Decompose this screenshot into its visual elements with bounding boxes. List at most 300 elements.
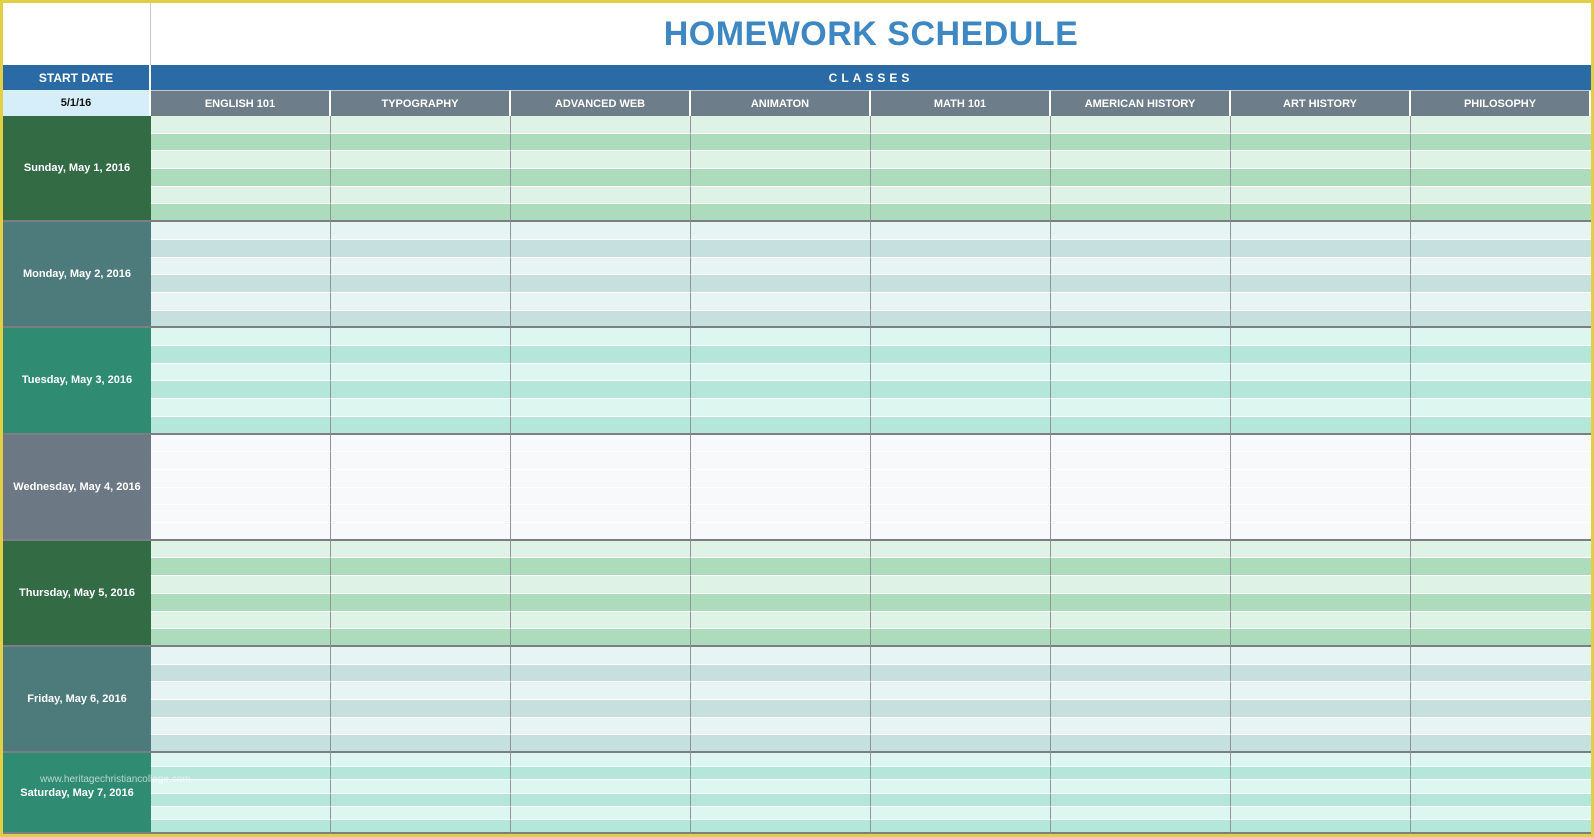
schedule-cell[interactable]	[1051, 594, 1231, 612]
schedule-cell[interactable]	[511, 594, 691, 612]
schedule-cell[interactable]	[871, 700, 1051, 718]
schedule-cell[interactable]	[1411, 794, 1591, 807]
schedule-cell[interactable]	[511, 435, 691, 453]
schedule-cell[interactable]	[511, 820, 691, 833]
schedule-cell[interactable]	[511, 505, 691, 523]
schedule-cell[interactable]	[1411, 488, 1591, 506]
schedule-cell[interactable]	[151, 151, 331, 169]
schedule-cell[interactable]	[691, 328, 871, 346]
schedule-cell[interactable]	[331, 807, 511, 820]
schedule-cell[interactable]	[1231, 629, 1411, 647]
schedule-cell[interactable]	[691, 682, 871, 700]
schedule-cell[interactable]	[871, 735, 1051, 753]
schedule-cell[interactable]	[1051, 612, 1231, 630]
schedule-cell[interactable]	[691, 718, 871, 736]
schedule-cell[interactable]	[1411, 820, 1591, 833]
schedule-cell[interactable]	[1051, 576, 1231, 594]
schedule-cell[interactable]	[1411, 399, 1591, 417]
schedule-cell[interactable]	[871, 151, 1051, 169]
schedule-cell[interactable]	[871, 169, 1051, 187]
schedule-cell[interactable]	[1051, 187, 1231, 205]
schedule-cell[interactable]	[331, 700, 511, 718]
schedule-cell[interactable]	[1411, 311, 1591, 329]
schedule-cell[interactable]	[871, 594, 1051, 612]
schedule-cell[interactable]	[1231, 222, 1411, 240]
schedule-cell[interactable]	[151, 240, 331, 258]
schedule-cell[interactable]	[331, 381, 511, 399]
schedule-cell[interactable]	[1411, 187, 1591, 205]
schedule-cell[interactable]	[331, 612, 511, 630]
schedule-cell[interactable]	[511, 187, 691, 205]
schedule-cell[interactable]	[151, 488, 331, 506]
schedule-cell[interactable]	[1051, 665, 1231, 683]
schedule-cell[interactable]	[1411, 240, 1591, 258]
schedule-cell[interactable]	[331, 665, 511, 683]
schedule-cell[interactable]	[871, 470, 1051, 488]
schedule-cell[interactable]	[331, 470, 511, 488]
schedule-cell[interactable]	[1411, 735, 1591, 753]
schedule-cell[interactable]	[1411, 753, 1591, 766]
schedule-cell[interactable]	[151, 116, 331, 134]
schedule-cell[interactable]	[871, 505, 1051, 523]
schedule-cell[interactable]	[871, 558, 1051, 576]
schedule-cell[interactable]	[151, 204, 331, 222]
schedule-cell[interactable]	[331, 576, 511, 594]
schedule-cell[interactable]	[871, 576, 1051, 594]
schedule-cell[interactable]	[151, 470, 331, 488]
schedule-cell[interactable]	[691, 364, 871, 382]
schedule-cell[interactable]	[1231, 735, 1411, 753]
schedule-cell[interactable]	[151, 258, 331, 276]
schedule-cell[interactable]	[871, 346, 1051, 364]
schedule-cell[interactable]	[871, 258, 1051, 276]
schedule-cell[interactable]	[1051, 753, 1231, 766]
schedule-cell[interactable]	[1051, 381, 1231, 399]
schedule-cell[interactable]	[511, 204, 691, 222]
schedule-cell[interactable]	[331, 275, 511, 293]
schedule-cell[interactable]	[691, 780, 871, 793]
schedule-cell[interactable]	[871, 275, 1051, 293]
schedule-cell[interactable]	[691, 134, 871, 152]
schedule-cell[interactable]	[691, 647, 871, 665]
schedule-cell[interactable]	[871, 311, 1051, 329]
schedule-cell[interactable]	[151, 505, 331, 523]
schedule-cell[interactable]	[511, 258, 691, 276]
schedule-cell[interactable]	[1051, 523, 1231, 541]
schedule-cell[interactable]	[331, 558, 511, 576]
schedule-cell[interactable]	[1231, 151, 1411, 169]
schedule-cell[interactable]	[1051, 311, 1231, 329]
schedule-cell[interactable]	[1231, 612, 1411, 630]
schedule-cell[interactable]	[691, 594, 871, 612]
schedule-cell[interactable]	[1411, 558, 1591, 576]
schedule-cell[interactable]	[1051, 488, 1231, 506]
schedule-cell[interactable]	[151, 807, 331, 820]
schedule-cell[interactable]	[151, 665, 331, 683]
schedule-cell[interactable]	[871, 240, 1051, 258]
schedule-cell[interactable]	[1231, 381, 1411, 399]
schedule-cell[interactable]	[1231, 258, 1411, 276]
schedule-cell[interactable]	[871, 417, 1051, 435]
schedule-cell[interactable]	[691, 435, 871, 453]
schedule-cell[interactable]	[331, 364, 511, 382]
schedule-cell[interactable]	[151, 718, 331, 736]
schedule-cell[interactable]	[331, 794, 511, 807]
schedule-cell[interactable]	[151, 222, 331, 240]
schedule-cell[interactable]	[1231, 470, 1411, 488]
schedule-cell[interactable]	[1411, 275, 1591, 293]
schedule-cell[interactable]	[1051, 682, 1231, 700]
schedule-cell[interactable]	[511, 417, 691, 435]
schedule-cell[interactable]	[871, 116, 1051, 134]
schedule-cell[interactable]	[511, 151, 691, 169]
schedule-cell[interactable]	[1051, 558, 1231, 576]
schedule-cell[interactable]	[871, 328, 1051, 346]
schedule-cell[interactable]	[1051, 151, 1231, 169]
schedule-cell[interactable]	[1411, 258, 1591, 276]
schedule-cell[interactable]	[1411, 364, 1591, 382]
schedule-cell[interactable]	[511, 794, 691, 807]
schedule-cell[interactable]	[151, 558, 331, 576]
schedule-cell[interactable]	[1051, 629, 1231, 647]
schedule-cell[interactable]	[691, 417, 871, 435]
schedule-cell[interactable]	[1051, 293, 1231, 311]
schedule-cell[interactable]	[691, 767, 871, 780]
schedule-cell[interactable]	[1051, 240, 1231, 258]
schedule-cell[interactable]	[1411, 594, 1591, 612]
schedule-cell[interactable]	[1231, 204, 1411, 222]
schedule-cell[interactable]	[1411, 204, 1591, 222]
schedule-cell[interactable]	[691, 293, 871, 311]
schedule-cell[interactable]	[1231, 417, 1411, 435]
schedule-cell[interactable]	[511, 275, 691, 293]
schedule-cell[interactable]	[1231, 187, 1411, 205]
schedule-cell[interactable]	[1411, 134, 1591, 152]
schedule-cell[interactable]	[691, 204, 871, 222]
schedule-cell[interactable]	[331, 258, 511, 276]
schedule-cell[interactable]	[1051, 794, 1231, 807]
schedule-cell[interactable]	[331, 820, 511, 833]
schedule-cell[interactable]	[1051, 807, 1231, 820]
schedule-cell[interactable]	[871, 399, 1051, 417]
schedule-cell[interactable]	[871, 682, 1051, 700]
schedule-cell[interactable]	[691, 753, 871, 766]
schedule-cell[interactable]	[151, 794, 331, 807]
schedule-cell[interactable]	[1411, 780, 1591, 793]
schedule-cell[interactable]	[1051, 700, 1231, 718]
schedule-cell[interactable]	[691, 820, 871, 833]
schedule-cell[interactable]	[511, 629, 691, 647]
schedule-cell[interactable]	[1231, 116, 1411, 134]
schedule-cell[interactable]	[1411, 665, 1591, 683]
schedule-cell[interactable]	[1231, 240, 1411, 258]
schedule-cell[interactable]	[871, 381, 1051, 399]
schedule-cell[interactable]	[691, 399, 871, 417]
schedule-cell[interactable]	[331, 505, 511, 523]
schedule-cell[interactable]	[1411, 346, 1591, 364]
schedule-cell[interactable]	[691, 629, 871, 647]
schedule-cell[interactable]	[871, 435, 1051, 453]
schedule-cell[interactable]	[1411, 328, 1591, 346]
schedule-cell[interactable]	[1231, 767, 1411, 780]
schedule-cell[interactable]	[691, 612, 871, 630]
schedule-cell[interactable]	[691, 735, 871, 753]
schedule-cell[interactable]	[1051, 169, 1231, 187]
schedule-cell[interactable]	[511, 807, 691, 820]
schedule-cell[interactable]	[331, 169, 511, 187]
schedule-cell[interactable]	[1051, 258, 1231, 276]
schedule-cell[interactable]	[331, 151, 511, 169]
schedule-cell[interactable]	[871, 780, 1051, 793]
schedule-cell[interactable]	[871, 767, 1051, 780]
schedule-cell[interactable]	[511, 576, 691, 594]
schedule-cell[interactable]	[1231, 435, 1411, 453]
schedule-cell[interactable]	[1051, 505, 1231, 523]
schedule-cell[interactable]	[331, 293, 511, 311]
schedule-cell[interactable]	[1051, 417, 1231, 435]
schedule-cell[interactable]	[1411, 222, 1591, 240]
schedule-cell[interactable]	[1051, 275, 1231, 293]
schedule-cell[interactable]	[331, 187, 511, 205]
schedule-cell[interactable]	[331, 735, 511, 753]
schedule-cell[interactable]	[1051, 346, 1231, 364]
schedule-cell[interactable]	[151, 435, 331, 453]
schedule-cell[interactable]	[1411, 116, 1591, 134]
schedule-cell[interactable]	[151, 753, 331, 766]
schedule-cell[interactable]	[1051, 116, 1231, 134]
schedule-cell[interactable]	[151, 594, 331, 612]
schedule-cell[interactable]	[511, 470, 691, 488]
schedule-cell[interactable]	[1411, 576, 1591, 594]
schedule-cell[interactable]	[511, 558, 691, 576]
schedule-cell[interactable]	[331, 753, 511, 766]
schedule-cell[interactable]	[1231, 311, 1411, 329]
schedule-cell[interactable]	[151, 452, 331, 470]
schedule-cell[interactable]	[1231, 647, 1411, 665]
schedule-cell[interactable]	[511, 293, 691, 311]
schedule-cell[interactable]	[511, 523, 691, 541]
schedule-cell[interactable]	[331, 328, 511, 346]
schedule-cell[interactable]	[1231, 753, 1411, 766]
schedule-cell[interactable]	[151, 346, 331, 364]
schedule-cell[interactable]	[691, 470, 871, 488]
schedule-cell[interactable]	[1411, 807, 1591, 820]
schedule-cell[interactable]	[151, 523, 331, 541]
schedule-cell[interactable]	[691, 452, 871, 470]
schedule-cell[interactable]	[1051, 452, 1231, 470]
schedule-cell[interactable]	[871, 794, 1051, 807]
schedule-cell[interactable]	[511, 682, 691, 700]
schedule-cell[interactable]	[1411, 700, 1591, 718]
schedule-cell[interactable]	[691, 116, 871, 134]
schedule-cell[interactable]	[1231, 820, 1411, 833]
schedule-cell[interactable]	[511, 612, 691, 630]
schedule-cell[interactable]	[331, 311, 511, 329]
schedule-cell[interactable]	[871, 753, 1051, 766]
schedule-cell[interactable]	[691, 169, 871, 187]
schedule-cell[interactable]	[691, 665, 871, 683]
schedule-cell[interactable]	[151, 820, 331, 833]
schedule-cell[interactable]	[691, 187, 871, 205]
schedule-cell[interactable]	[1231, 558, 1411, 576]
schedule-cell[interactable]	[1051, 470, 1231, 488]
schedule-cell[interactable]	[331, 767, 511, 780]
schedule-cell[interactable]	[871, 807, 1051, 820]
schedule-cell[interactable]	[691, 505, 871, 523]
schedule-cell[interactable]	[1231, 541, 1411, 559]
start-date-input[interactable]: 5/1/16	[3, 90, 151, 116]
schedule-cell[interactable]	[1231, 134, 1411, 152]
schedule-cell[interactable]	[1231, 452, 1411, 470]
schedule-cell[interactable]	[1051, 820, 1231, 833]
schedule-cell[interactable]	[1051, 780, 1231, 793]
schedule-cell[interactable]	[871, 452, 1051, 470]
schedule-cell[interactable]	[691, 381, 871, 399]
schedule-cell[interactable]	[1231, 576, 1411, 594]
schedule-cell[interactable]	[151, 417, 331, 435]
schedule-cell[interactable]	[1231, 346, 1411, 364]
schedule-cell[interactable]	[331, 399, 511, 417]
schedule-cell[interactable]	[871, 523, 1051, 541]
schedule-cell[interactable]	[511, 700, 691, 718]
schedule-cell[interactable]	[871, 222, 1051, 240]
schedule-cell[interactable]	[511, 169, 691, 187]
schedule-cell[interactable]	[1051, 399, 1231, 417]
schedule-cell[interactable]	[691, 794, 871, 807]
schedule-cell[interactable]	[871, 134, 1051, 152]
schedule-cell[interactable]	[151, 700, 331, 718]
schedule-cell[interactable]	[1051, 328, 1231, 346]
schedule-cell[interactable]	[1231, 700, 1411, 718]
schedule-cell[interactable]	[331, 435, 511, 453]
schedule-cell[interactable]	[1231, 794, 1411, 807]
schedule-cell[interactable]	[1231, 523, 1411, 541]
schedule-cell[interactable]	[331, 718, 511, 736]
schedule-cell[interactable]	[1411, 452, 1591, 470]
schedule-cell[interactable]	[511, 452, 691, 470]
schedule-cell[interactable]	[1411, 169, 1591, 187]
schedule-cell[interactable]	[151, 275, 331, 293]
schedule-cell[interactable]	[1231, 169, 1411, 187]
schedule-cell[interactable]	[151, 134, 331, 152]
schedule-cell[interactable]	[1231, 780, 1411, 793]
schedule-cell[interactable]	[331, 204, 511, 222]
schedule-cell[interactable]	[331, 682, 511, 700]
schedule-cell[interactable]	[1051, 204, 1231, 222]
schedule-cell[interactable]	[511, 399, 691, 417]
schedule-cell[interactable]	[1411, 612, 1591, 630]
schedule-cell[interactable]	[331, 222, 511, 240]
schedule-cell[interactable]	[871, 629, 1051, 647]
schedule-cell[interactable]	[1051, 735, 1231, 753]
schedule-cell[interactable]	[1051, 718, 1231, 736]
schedule-cell[interactable]	[331, 629, 511, 647]
schedule-cell[interactable]	[1231, 505, 1411, 523]
schedule-cell[interactable]	[1051, 435, 1231, 453]
schedule-cell[interactable]	[151, 399, 331, 417]
schedule-cell[interactable]	[691, 576, 871, 594]
schedule-cell[interactable]	[511, 240, 691, 258]
schedule-cell[interactable]	[1411, 541, 1591, 559]
schedule-cell[interactable]	[1231, 364, 1411, 382]
schedule-cell[interactable]	[691, 700, 871, 718]
schedule-cell[interactable]	[871, 204, 1051, 222]
schedule-cell[interactable]	[511, 364, 691, 382]
schedule-cell[interactable]	[871, 541, 1051, 559]
schedule-cell[interactable]	[691, 151, 871, 169]
schedule-cell[interactable]	[1411, 470, 1591, 488]
schedule-cell[interactable]	[331, 523, 511, 541]
schedule-cell[interactable]	[1051, 222, 1231, 240]
schedule-cell[interactable]	[151, 647, 331, 665]
schedule-cell[interactable]	[151, 682, 331, 700]
schedule-cell[interactable]	[511, 328, 691, 346]
schedule-cell[interactable]	[151, 169, 331, 187]
schedule-cell[interactable]	[511, 116, 691, 134]
schedule-cell[interactable]	[1411, 523, 1591, 541]
schedule-cell[interactable]	[151, 293, 331, 311]
schedule-cell[interactable]	[151, 328, 331, 346]
schedule-cell[interactable]	[1231, 682, 1411, 700]
schedule-cell[interactable]	[1411, 647, 1591, 665]
schedule-cell[interactable]	[151, 576, 331, 594]
schedule-cell[interactable]	[1231, 718, 1411, 736]
schedule-cell[interactable]	[331, 346, 511, 364]
schedule-cell[interactable]	[331, 541, 511, 559]
schedule-cell[interactable]	[331, 240, 511, 258]
schedule-cell[interactable]	[691, 275, 871, 293]
schedule-cell[interactable]	[1411, 417, 1591, 435]
schedule-cell[interactable]	[151, 612, 331, 630]
schedule-cell[interactable]	[1231, 594, 1411, 612]
schedule-cell[interactable]	[1411, 381, 1591, 399]
schedule-cell[interactable]	[871, 665, 1051, 683]
schedule-cell[interactable]	[691, 488, 871, 506]
schedule-cell[interactable]	[331, 452, 511, 470]
schedule-cell[interactable]	[331, 594, 511, 612]
schedule-cell[interactable]	[1231, 293, 1411, 311]
schedule-cell[interactable]	[331, 417, 511, 435]
schedule-cell[interactable]	[511, 753, 691, 766]
schedule-cell[interactable]	[871, 187, 1051, 205]
schedule-cell[interactable]	[1051, 767, 1231, 780]
schedule-cell[interactable]	[691, 541, 871, 559]
schedule-cell[interactable]	[331, 116, 511, 134]
schedule-cell[interactable]	[511, 222, 691, 240]
schedule-cell[interactable]	[1231, 328, 1411, 346]
schedule-cell[interactable]	[1231, 488, 1411, 506]
schedule-cell[interactable]	[331, 134, 511, 152]
schedule-cell[interactable]	[1231, 275, 1411, 293]
schedule-cell[interactable]	[151, 629, 331, 647]
schedule-cell[interactable]	[511, 311, 691, 329]
schedule-cell[interactable]	[511, 735, 691, 753]
schedule-cell[interactable]	[511, 647, 691, 665]
schedule-cell[interactable]	[1411, 293, 1591, 311]
schedule-cell[interactable]	[331, 647, 511, 665]
schedule-cell[interactable]	[151, 311, 331, 329]
schedule-cell[interactable]	[511, 488, 691, 506]
schedule-cell[interactable]	[151, 381, 331, 399]
schedule-cell[interactable]	[871, 364, 1051, 382]
schedule-cell[interactable]	[1051, 541, 1231, 559]
schedule-cell[interactable]	[511, 381, 691, 399]
schedule-cell[interactable]	[871, 488, 1051, 506]
schedule-cell[interactable]	[691, 523, 871, 541]
schedule-cell[interactable]	[1411, 767, 1591, 780]
schedule-cell[interactable]	[871, 612, 1051, 630]
schedule-cell[interactable]	[511, 718, 691, 736]
